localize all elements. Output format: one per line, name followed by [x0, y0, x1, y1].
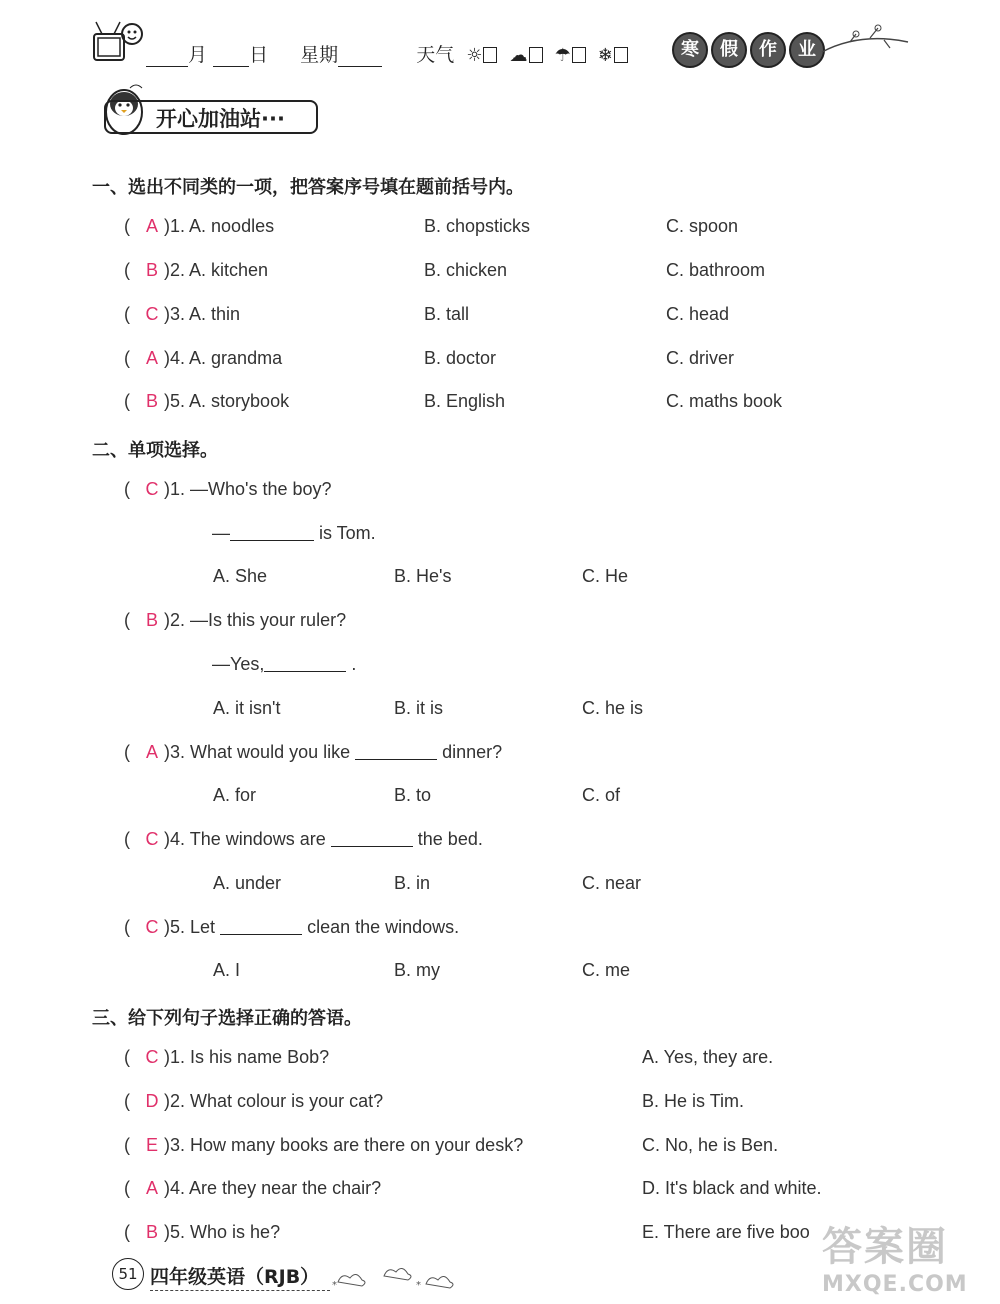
badge-char: 作: [750, 32, 786, 68]
answer: B: [145, 1222, 158, 1242]
section3-title: 三、给下列句子选择正确的答语。: [92, 1008, 362, 1029]
footer-dashed-line: [150, 1290, 330, 1291]
question-item: ( B )2. —Is this your ruler?: [124, 610, 347, 630]
month-label: 月: [188, 44, 208, 66]
item-number: 2.: [170, 260, 186, 280]
section1-title: 一、选出不同类的一项，把答案序号填在题前括号内。: [92, 177, 524, 198]
item-number: 5.: [170, 391, 186, 411]
option-c: C. bathroom: [666, 260, 766, 280]
answer-blank: [264, 655, 346, 672]
option-b: B. my: [394, 960, 441, 980]
list-item: ( D )2. What colour is your cat?: [124, 1091, 384, 1111]
section-banner: 开心加油站···: [104, 100, 318, 134]
list-item: ( C )3. A. thin: [124, 304, 241, 324]
question-item: ( A )3. What would you like dinner?: [124, 742, 503, 762]
option-a: A. storybook: [189, 391, 290, 411]
winter-homework-badges: [672, 32, 828, 68]
svg-text:*: *: [332, 1280, 337, 1290]
list-item: ( E )3. How many books are there on your desk?: [124, 1135, 524, 1155]
option-a: A. for: [213, 785, 257, 805]
weather-label: 天气: [416, 44, 455, 66]
list-item: ( A )4. Are they near the chair?: [124, 1178, 382, 1198]
option-b: B. in: [394, 873, 431, 893]
response-option: C. No, he is Ben.: [642, 1135, 779, 1155]
option-a: A. I: [213, 960, 241, 980]
option-c: C. spoon: [666, 216, 739, 236]
question-text: Are they near the chair?: [189, 1178, 382, 1198]
answer-blank: [220, 918, 302, 935]
question-item: ( C )5. Let clean the windows.: [124, 917, 460, 937]
option-a: A. under: [213, 873, 282, 893]
option-a: A. noodles: [189, 216, 275, 236]
item-number: 5.: [170, 1222, 186, 1242]
item-number: 1.: [170, 479, 186, 499]
option-b: B. chicken: [424, 260, 508, 280]
question-text: What colour is your cat?: [190, 1091, 384, 1111]
option-c: C. he is: [582, 698, 644, 718]
option-b: B. doctor: [424, 348, 497, 368]
answer: A: [145, 742, 158, 762]
option-c: C. near: [582, 873, 642, 893]
answer-blank: [331, 830, 413, 847]
response-option: D. It's black and white.: [642, 1178, 822, 1198]
watermark-text: 答案圈: [822, 1224, 948, 1270]
cloud-decoration-icon: [328, 1262, 458, 1290]
question-line: —Yes, .: [212, 654, 357, 674]
item-number: 2.: [170, 610, 186, 630]
question-text: Is his name Bob?: [190, 1047, 330, 1067]
question-item: ( C )4. The windows are the bed.: [124, 829, 483, 849]
response-option: B. He is Tim.: [642, 1091, 745, 1111]
item-number: 1.: [170, 1047, 186, 1067]
sun-icon: ☼: [466, 45, 497, 66]
option-a: A. kitchen: [189, 260, 269, 280]
item-number: 4.: [170, 829, 186, 849]
badge-char: 业: [789, 32, 825, 68]
question-text: How many books are there on your desk?: [190, 1135, 524, 1155]
list-item: ( A )4. A. grandma: [124, 348, 283, 368]
question-item: ( C )1. —Who's the boy?: [124, 479, 332, 499]
weekday-label: 星期: [300, 44, 339, 66]
list-item: ( B )2. A. kitchen: [124, 260, 269, 280]
answer-blank: [230, 524, 314, 541]
watermark-url: MXQE.COM: [822, 1272, 968, 1297]
item-number: 4.: [170, 348, 186, 368]
answer: C: [145, 304, 159, 324]
answer: E: [145, 1135, 158, 1155]
answer: B: [145, 391, 158, 411]
answer-blank: [355, 743, 437, 760]
option-a: A. thin: [189, 304, 241, 324]
badge-char: 假: [711, 32, 747, 68]
option-c: C. me: [582, 960, 631, 980]
option-b: B. to: [394, 785, 432, 805]
list-item: ( B )5. Who is he?: [124, 1222, 281, 1242]
answer: C: [145, 829, 159, 849]
list-item: ( C )1. Is his name Bob?: [124, 1047, 330, 1067]
answer: D: [145, 1091, 159, 1111]
item-number: 2.: [170, 1091, 186, 1111]
option-b: B. it is: [394, 698, 444, 718]
tv-mascot-icon: [88, 14, 148, 70]
option-b: B. tall: [424, 304, 470, 324]
option-c: C. He: [582, 566, 629, 586]
option-c: C. of: [582, 785, 621, 805]
option-c: C. maths book: [666, 391, 783, 411]
option-c: C. driver: [666, 348, 735, 368]
item-number: 4.: [170, 1178, 186, 1198]
svg-text:*: *: [416, 1280, 421, 1290]
question-text: Who is he?: [190, 1222, 281, 1242]
date-line: [146, 40, 628, 67]
rain-icon: ☂: [555, 45, 586, 66]
page-number: 51: [112, 1258, 144, 1290]
answer: B: [145, 260, 158, 280]
item-number: 5.: [170, 917, 186, 937]
answer: A: [145, 1178, 158, 1198]
badge-char: 寒: [672, 32, 708, 68]
response-option: A. Yes, they are.: [642, 1047, 774, 1067]
item-number: 3.: [170, 1135, 186, 1155]
list-item: ( B )5. A. storybook: [124, 391, 290, 411]
footer-title: 四年级英语（RJB）: [150, 1266, 320, 1288]
cloud-icon: ☁: [510, 45, 543, 66]
response-option: E. There are five boo: [642, 1222, 810, 1242]
item-number: 1.: [170, 216, 186, 236]
answer: A: [145, 348, 158, 368]
question-line: — is Tom.: [212, 523, 376, 543]
option-a: A. grandma: [189, 348, 283, 368]
watermark-logo: [822, 1215, 992, 1295]
answer: C: [145, 917, 159, 937]
snow-icon: ❄: [598, 45, 628, 66]
option-c: C. head: [666, 304, 730, 324]
day-label: 日: [249, 44, 269, 66]
option-b: B. He's: [394, 566, 452, 586]
option-b: B. English: [424, 391, 506, 411]
list-item: ( A )1. A. noodles: [124, 216, 275, 236]
branch-decoration-icon: [820, 22, 910, 62]
question-text: —Who's the boy?: [190, 479, 332, 499]
answer: C: [145, 479, 159, 499]
answer: A: [145, 216, 158, 236]
item-number: 3.: [170, 742, 186, 762]
option-a: A. it isn't: [213, 698, 281, 718]
option-b: B. chopsticks: [424, 216, 531, 236]
item-number: 3.: [170, 304, 186, 324]
question-text: —Is this your ruler?: [190, 610, 347, 630]
answer: B: [145, 610, 158, 630]
option-a: A. She: [213, 566, 268, 586]
section2-title: 二、单项选择。: [92, 440, 218, 461]
answer: C: [145, 1047, 159, 1067]
